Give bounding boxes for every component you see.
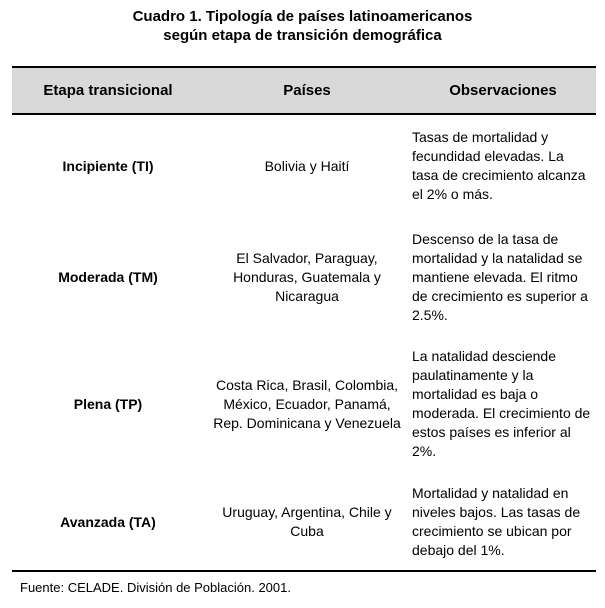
countries-cell: Costa Rica, Brasil, Colombia, México, Ecuador, Panamá, Rep. Dominicana y Venezuela bbox=[213, 376, 401, 431]
header-stage: Etapa transicional bbox=[43, 82, 173, 99]
observations-cell: Descenso de la tasa de mortalidad y la natalidad se mantiene elevada. El ritmo de crecimiento es superior a 2.5%. bbox=[412, 230, 588, 323]
countries-cell: El Salvador, Paraguay, Honduras, Guatemala y Nicaragua bbox=[233, 249, 381, 304]
table-row bbox=[12, 229, 596, 325]
stage-cell: Incipiente (TI) bbox=[62, 158, 154, 174]
header-countries: Países bbox=[283, 82, 331, 99]
countries-cell: Uruguay, Argentina, Chile y Cuba bbox=[222, 504, 392, 539]
table-row bbox=[12, 347, 596, 461]
table-title bbox=[0, 7, 605, 45]
table-title-line-1: Cuadro 1. Tipología de países latinoamericanos bbox=[132, 8, 473, 25]
countries-cell: Bolivia y Haití bbox=[264, 157, 350, 174]
table-title-line-2: según etapa de transición demográfica bbox=[163, 27, 442, 44]
source-note: Fuente: CELADE. División de Población. 2001. bbox=[20, 580, 291, 595]
observations-cell: La natalidad desciende paulatinamente y la mortalidad es baja o moderada. El crecimiento de estos países es inferior al 2%. bbox=[412, 348, 591, 459]
stage-cell: Avanzada (TA) bbox=[60, 514, 156, 530]
header-observations: Observaciones bbox=[449, 82, 557, 99]
observations-cell: Mortalidad y natalidad en niveles bajos. Las tasas de crecimiento se ubican por debajo del 1%. bbox=[412, 485, 581, 558]
table-row bbox=[12, 127, 596, 205]
stage-cell: Plena (TP) bbox=[73, 396, 143, 412]
table-header bbox=[12, 68, 596, 113]
header-bottom-rule bbox=[12, 113, 596, 115]
stage-cell: Moderada (TM) bbox=[58, 269, 158, 285]
observations-cell: Tasas de mortalidad y fecundidad elevadas. La tasa de crecimiento alcanza el 2% o más. bbox=[412, 129, 586, 202]
table-bottom-rule bbox=[12, 570, 596, 572]
table-row bbox=[12, 483, 596, 561]
